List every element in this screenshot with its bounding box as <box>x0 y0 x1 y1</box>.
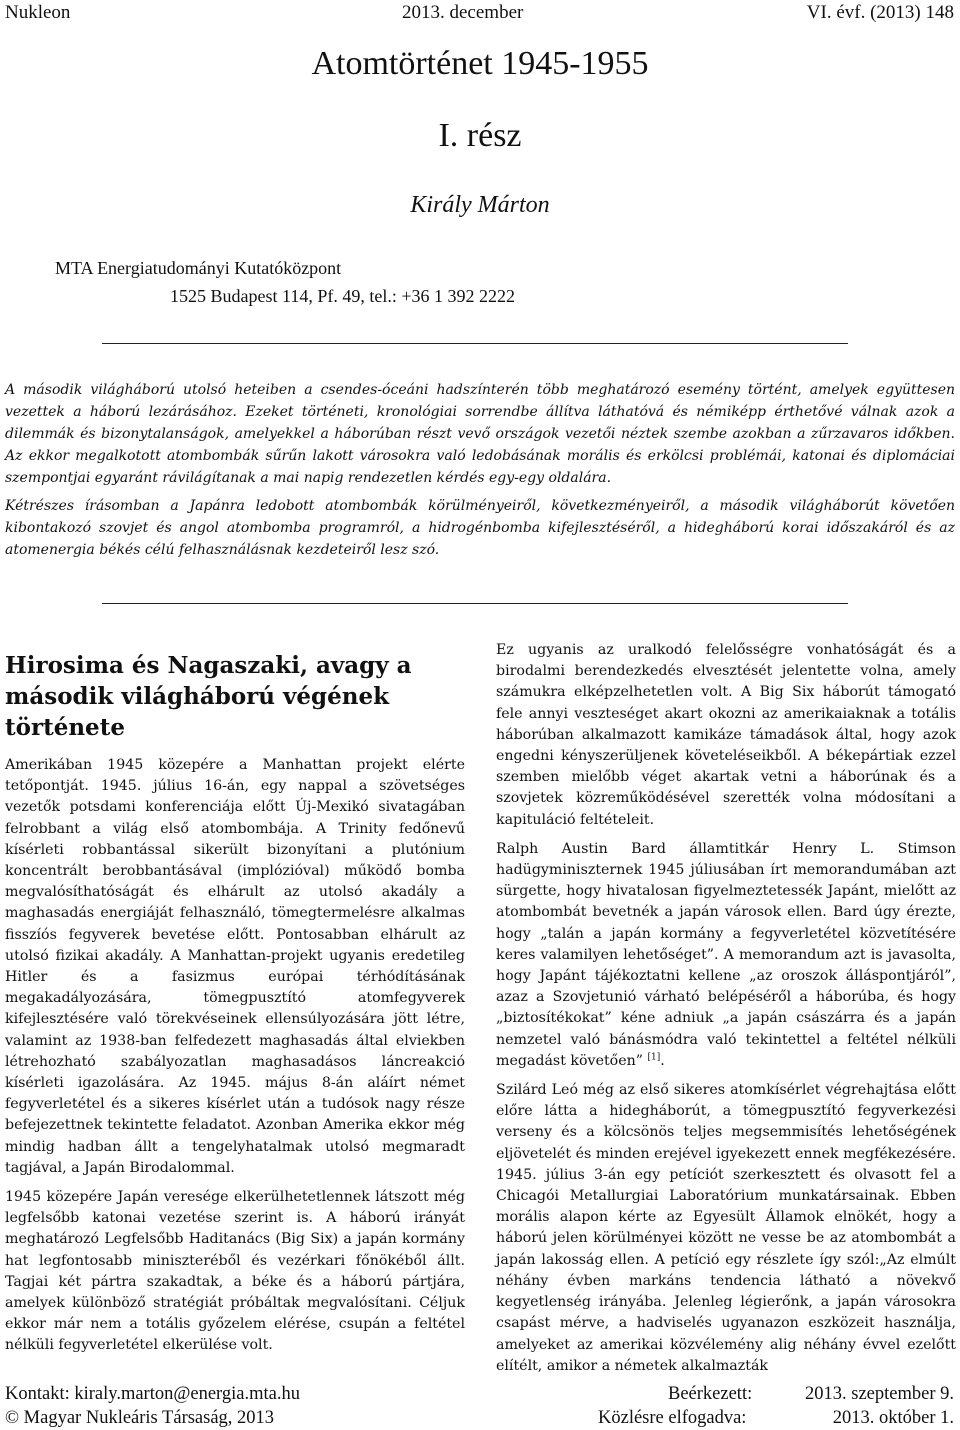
received-label: Beérkezett: <box>668 1384 753 1404</box>
volume-page: VI. évf. (2013) 148 <box>806 2 954 23</box>
copyright-notice: © Magyar Nukleáris Társaság, 2013 <box>5 1408 275 1428</box>
affiliation-institute: MTA Energiatudományi Kutatóközpont <box>55 258 342 278</box>
journal-name: Nukleon <box>5 2 71 23</box>
section-heading: Hirosima és Nagaszaki, avagy a második világháború végének története <box>5 652 412 741</box>
abstract-paragraph: A második világháború utolsó heteiben a csendes-óceáni hadszínterén több meghatározó esemény történt, amelyek együttesen vezettek a háború lezárásához. Ezeket történeti, kronológiai sorrendbe állítva láthatóvá és némiképp érthetővé válnak azok a dilemmák és bizonytalanságok, amelyekkel a háborúban részt vevő országok vezetői néztek szembe azokban a zűrzavaros időkben. Az ekkor megalkotott atombombák sűrűn lakott városokra való ledobásának morális és erkölcsi problémái, katonai és diplomáciai szempontjai egyaránt rávilágítanak a mai napig rendezetlen kérdés egy-egy oldalára. <box>5 382 955 486</box>
author-name: Király Márton <box>410 192 550 218</box>
accepted-label: Közlésre elfogadva: <box>598 1408 747 1428</box>
article-title: Atomtörténet 1945-1955 <box>311 45 649 82</box>
accepted-date: 2013. október 1. <box>832 1408 954 1428</box>
article-part: I. rész <box>438 117 522 154</box>
body-paragraph: 1945 közepére Japán veresége elkerülhetetlennek látszott még legfelsőbb katonai vezetése szerint is. A háború irányát meghatározó Legfelsőbb Haditanács (Big Six) a japán kormány hat legfontosabb miniszteréből és vezérkari főnökéből állt. Tagjai két pártra szakadtak, a béke és a háború pártjára, amelyek különböző stratégiát próbáltak megvalósítani. Céljuk ekkor már nem a totális győzelem elérése, csupán a feltétel nélküli fegyverletétel elkerülése volt. <box>5 1189 465 1354</box>
issue-date: 2013. december <box>402 2 524 23</box>
abstract-paragraph: Kétrészes írásomban a Japánra ledobott atombombák körülményeiről, következményeiről, a második világháborút követően kibontakozó szovjet és angol atombomba programról, a hidrogénbomba kifejlesztéséről, a hidegháború korai időszakáról és az atomenergia békés célú felhasználásnak kezdeteiről lesz szó. <box>5 498 955 558</box>
body-paragraph: Ez ugyanis az uralkodó felelősségre vonhatóságát és a birodalmi berendezkedés elvesztését jelentette volna, amely számukra elképzelhetetlen volt. A Big Six háborút támogató fele annyi veszteséget akart okozni az amerikaiaknak a totális háborúban alkalmazott kamikáze támadások által, hogy azok engedni kényszerüljenek követeléseikből. A békepártiak ezzel szemben mielőbb véget akartak vetni a háborúnak és a szovjetek közreműködésével szerették volna módosítani a kapituláció feltételeit. <box>496 642 956 828</box>
right-column <box>496 640 956 1385</box>
body-paragraph: Amerikában 1945 közepére a Manhattan projekt elérte tetőpontját. 1945. július 16-án, egy nappal a szövetséges vezetők potsdami konferenciája előtt Új-Mexikó sivatagában felrobbant a világ első atombombája. A Trinity fedőnevű kísérleti robbantással sikerült bizonyítani a plutónium koncentrált berobbantásával (implózióval) működő bomba megvalósíthatóságát és elhárult az utolsó akadály a maghasadás energiáját felhasználó, tömegtermelésre alkalmas fisszíós fegyverek bevetése előtt. Pontosabban elhárult az utolsó fizikai akadály. A Manhattan-projekt ugyanis eredetileg Hitler és a fasizmus európai térhódításának megakadályozására, tömegpusztító atomfegyverek kifejlesztésére való törekvéseinek ellensúlyozására jött létre, valamint az 1938-ban felfedezett maghasadás által elviekben létrehozható szabályozatlan maghasadásos láncreakció kísérleti igazolására. Az 1945. május 8-án aláírt német fegyverletétel és a sikeres kísérlet után a tudósok nagy része befejezettnek tekintette feladatot. Azonban Amerika ekkor még mindig hadban állt a tengelyhatalmak utolsó megmaradt tagjával, a Japán Birodalommal. <box>5 757 465 1176</box>
body-paragraph: Ralph Austin Bard államtitkár Henry L. Stimson hadügyminiszternek 1945 júliusában írt memorandumában azt sürgette, hogy hivatalosan figyelmeztetessék Japánt, mielőtt az atombombát bevetnék a japán városok ellen. Bard úgy érezte, hogy „talán a japán kormány a fegyverletétel közvetítésére keres valamilyen lehetőséget”. A memorandum azt is javasolta, hogy Japánt tájékoztatni kellene „az oroszok álláspontjáról”, azaz a Szovjetunió várható belépéséről a háborúba, és hogy „biztosítékokat” kéne adniuk „a japán császárra és a japán nemzetel való bánásmódra való tekintettel a feltétel nélküli megadást követően” [1]. <box>496 840 956 1069</box>
citation-ref[interactable]: [1] <box>647 1052 661 1063</box>
divider-bottom <box>102 603 848 604</box>
running-header <box>0 0 960 30</box>
body-paragraph: Szilárd Leó még az első sikeres atomkísérlet végrehajtása előtt előre látta a hidegháborút, a tömegpusztító fegyverkezési verseny és a kölcsönös teljes megsemmisítés lehetőségének eljövetelét és minden erejével igyekezett ennek megfékezésére. 1945. július 3-án egy petíciót szerkesztett és olvasott fel a Chicagói Metallurgiai Laboratórium munkatársainak. Ebben morális alapon kérte az Egyesült Államok elnökét, hogy a háború jelen körülményei között ne vesse be az atombombát a japán lakosság ellen. A petíció egy részlete így szól:„Az elmúlt néhány évben markáns tendencia látható a növekvő kegyetlenség irányába. Jelenleg légierőnk, a japán városokra csapást mérve, a hadviselés ugyanazon eszközeit használja, amelyeket az amerikai közvélemény alig néhány évvel ezelőtt elítélt, amikor a németek alkalmazták <box>496 1082 956 1374</box>
affiliation-address: 1525 Budapest 114, Pf. 49, tel.: +36 1 392 2222 <box>170 286 515 306</box>
divider-top <box>102 343 848 344</box>
received-date: 2013. szeptember 9. <box>805 1384 954 1404</box>
contact-email[interactable]: Kontakt: kiraly.marton@energia.mta.hu <box>5 1384 300 1404</box>
abstract <box>5 379 955 567</box>
body-text: Ralph Austin Bard államtitkár Henry L. Stimson hadügyminiszternek 1945 júliusában írt memorandumában azt sürgette, hogy hivatalosan figyelmeztetessék Japánt, mielőtt az atombombát bevetnék a japán városok ellen. Bard úgy érezte, hogy „talán a japán kormány a fegyverletétel közvetítésére keres valamilyen lehetőséget”. A memorandum azt is javasolta, hogy Japánt tájékoztatni kellene „az oroszok álláspontjáról”, azaz a Szovjetunió várható belépéséről a háborúba, és hogy „biztosítékokat” kéne adniuk „a japán császárra és a japán nemzetel való bánásmódra való tekintettel a feltétel nélküli megadást követően” <box>496 840 956 1069</box>
left-column <box>5 640 465 1365</box>
